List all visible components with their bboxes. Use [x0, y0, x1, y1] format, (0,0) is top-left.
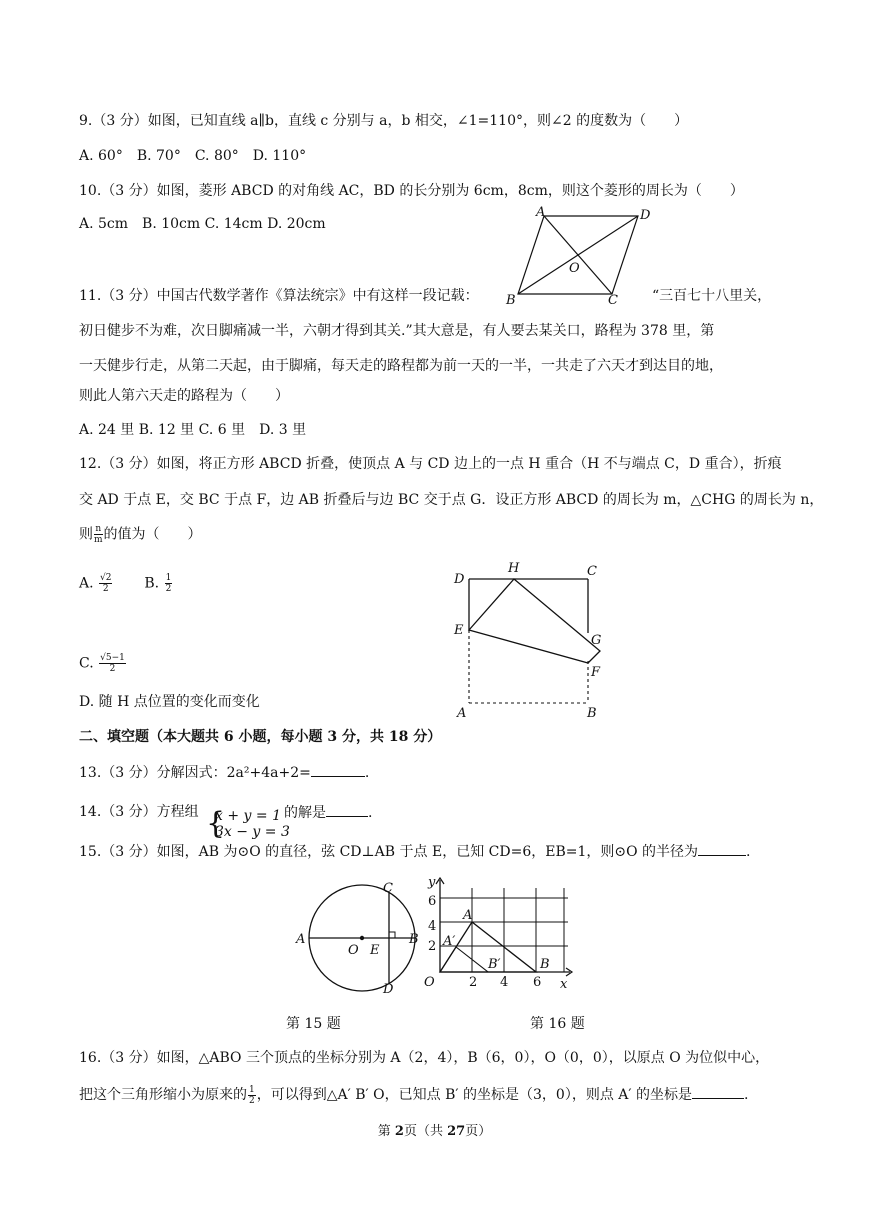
tick-x-6: 6 — [533, 975, 542, 990]
q12-fraction-den: m — [94, 535, 103, 545]
q11-options: A. 24 里 B. 12 里 C. 6 里 D. 3 里 — [79, 422, 307, 438]
square-label-e: E — [454, 623, 464, 638]
origin-label: O — [424, 975, 435, 990]
q14-system — [215, 808, 290, 840]
q11-line1b: “三百七十八里关， — [652, 288, 772, 304]
q14-tail — [284, 802, 372, 823]
footer-page-number: 2 — [394, 1124, 404, 1139]
q13-pre: 13.（3 分）分解因式：2a²+4a+2= — [79, 765, 311, 781]
section-2-heading: 二、填空题（本大题共 6 小题，每小题 3 分，共 18 分） — [79, 729, 442, 745]
q15-end: . — [746, 844, 751, 860]
page-footer: 第 2页（共 27页） — [377, 1124, 492, 1139]
q14-pre: 14.（3 分）方程组 — [79, 804, 199, 820]
rhombus-label-d: D — [640, 208, 651, 223]
q15-stem: 15.（3 分）如图，AB 为⊙O 的直径，弦 CD⊥AB 于点 E，已知 CD=6，EB=1，则⊙O 的半径为 — [79, 844, 699, 860]
rhombus-label-a: A — [536, 205, 546, 220]
q16-line2-pre: 把这个三角形缩小为原来的 — [79, 1087, 247, 1103]
q9-stem: 9.（3 分）如图，已知直线 a∥b，直线 c 分别与 a，b 相交，∠1=110°，则∠2 的度数为（ ） — [79, 113, 689, 129]
q13-post: . — [364, 765, 370, 781]
q12-option-c — [79, 653, 127, 674]
q14-eq1: x + y = 1 — [215, 808, 281, 824]
q11-line2: 初日健步不为难，次日脚痛减一半，六朝才得到其关.”其大意是，有人要去某关口，路程为 378 里，第 — [79, 323, 715, 339]
circle-label-b: B — [409, 932, 419, 947]
circle-figure — [290, 880, 430, 1000]
q16-caption: 第 16 题 — [530, 1016, 585, 1032]
coordinate-figure — [420, 872, 580, 992]
q16-line2-post: ，可以得到△A′ B′ O，已知点 B′ 的坐标是（3，0），则点 A′ 的坐标是 — [256, 1087, 693, 1103]
circle-label-o: O — [348, 943, 359, 958]
q14-brace: { — [206, 806, 226, 841]
square-label-f: F — [591, 665, 601, 680]
q14-post: 的解是 — [284, 805, 326, 821]
q14-eq2: 3x − y = 3 — [215, 824, 290, 840]
axis-label-y: y — [428, 875, 436, 890]
q15-caption: 第 15 题 — [286, 1016, 341, 1032]
square-label-d: D — [454, 572, 465, 587]
q12-opta-frac: $\frac{√2}{2}$ — [100, 573, 112, 594]
square-label-h: H — [508, 561, 520, 576]
q12-option-d: D. 随 H 点位置的变化而变化 — [79, 694, 260, 710]
q16-end: . — [744, 1087, 749, 1103]
tick-y-6: 6 — [428, 894, 437, 909]
footer-total-pages: 27 — [447, 1124, 466, 1139]
q12-optb-frac: $\frac{1}{2}$ — [165, 573, 172, 594]
q13-line — [79, 762, 369, 783]
q13-answer-blank[interactable] — [311, 762, 365, 777]
rhombus-label-b: B — [506, 293, 516, 308]
q16-fraction: $\frac{1}{2}$ — [249, 1084, 255, 1106]
circle-label-c: C — [383, 881, 393, 896]
square-label-a: A — [457, 706, 467, 721]
point-label-a-prime: A′ — [443, 934, 456, 949]
q11-line3: 一天健步行走，从第二天起，由于脚痛，每天走的路程都为前一天的一半，一共走了六天才到达目的地， — [79, 358, 723, 374]
q15-line — [79, 841, 750, 862]
q15-answer-blank[interactable] — [698, 841, 746, 856]
square-label-g: G — [591, 633, 602, 648]
point-label-b-prime: B′ — [488, 957, 501, 972]
tick-x-4: 4 — [500, 975, 509, 990]
point-label-a: A — [463, 908, 473, 923]
q9-options: A. 60° B. 70° C. 80° D. 110° — [79, 148, 307, 164]
rhombus-label-c: C — [608, 293, 618, 308]
q11-line1a: 11.（3 分）中国古代数学著作《算法统宗》中有这样一段记载： — [79, 288, 479, 304]
q12-line1: 12.（3 分）如图，将正方形 ABCD 折叠，使顶点 A 与 CD 边上的一点 H 重合（H 不与端点 C，D 重合），折痕 — [79, 456, 782, 472]
q12-fraction-num: n — [95, 524, 102, 534]
tick-y-2: 2 — [428, 939, 437, 954]
q12-line3 — [79, 524, 202, 545]
square-label-b: B — [587, 706, 597, 721]
q12-line2: 交 AD 于点 E，交 BC 于点 F，边 AB 折叠后与边 BC 交于点 G．设正方形 ABCD 的周长为 m，△CHG 的周长为 n， — [79, 492, 824, 508]
folded-square-figure — [450, 558, 620, 723]
q12-optb-label: B. — [144, 575, 160, 592]
q11-line4: 则此人第六天走的路程为（ ） — [79, 388, 289, 404]
circle-label-a: A — [296, 932, 306, 947]
q14-end: . — [368, 805, 373, 821]
q12-optc-frac: $\frac{√5-1}{2}$ — [100, 653, 125, 674]
q12-line3-post: 的值为（ ） — [103, 526, 202, 543]
q12-option-ab — [79, 573, 173, 594]
q12-optc-label: C. — [79, 655, 94, 672]
rhombus-label-o: O — [569, 261, 580, 276]
circle-label-d: D — [383, 982, 394, 997]
tick-x-2: 2 — [469, 975, 478, 990]
q12-line3-pre: 则 — [79, 526, 93, 543]
q16-line1: 16.（3 分）如图，△ABO 三个顶点的坐标分别为 A（2，4），B（6，0），O（0，0），以原点 O 为位似中心， — [79, 1050, 770, 1066]
q10-stem: 10.（3 分）如图，菱形 ABCD 的对角线 AC，BD 的长分别为 6cm，8cm，则这个菱形的周长为（ ） — [79, 183, 744, 199]
q10-options: A. 5cm B. 10cm C. 14cm D. 20cm — [79, 216, 326, 232]
tick-y-4: 4 — [428, 919, 437, 934]
q12-fraction — [94, 524, 103, 545]
q12-opta-label: A. — [79, 575, 94, 592]
rhombus-figure — [500, 202, 660, 312]
q14-answer-blank[interactable] — [326, 802, 368, 817]
q16-answer-blank[interactable] — [692, 1084, 744, 1099]
square-label-c: C — [587, 564, 597, 579]
point-label-b: B — [540, 957, 550, 972]
q16-line2 — [79, 1084, 748, 1106]
circle-label-e: E — [370, 943, 380, 958]
axis-label-x: x — [560, 977, 568, 992]
